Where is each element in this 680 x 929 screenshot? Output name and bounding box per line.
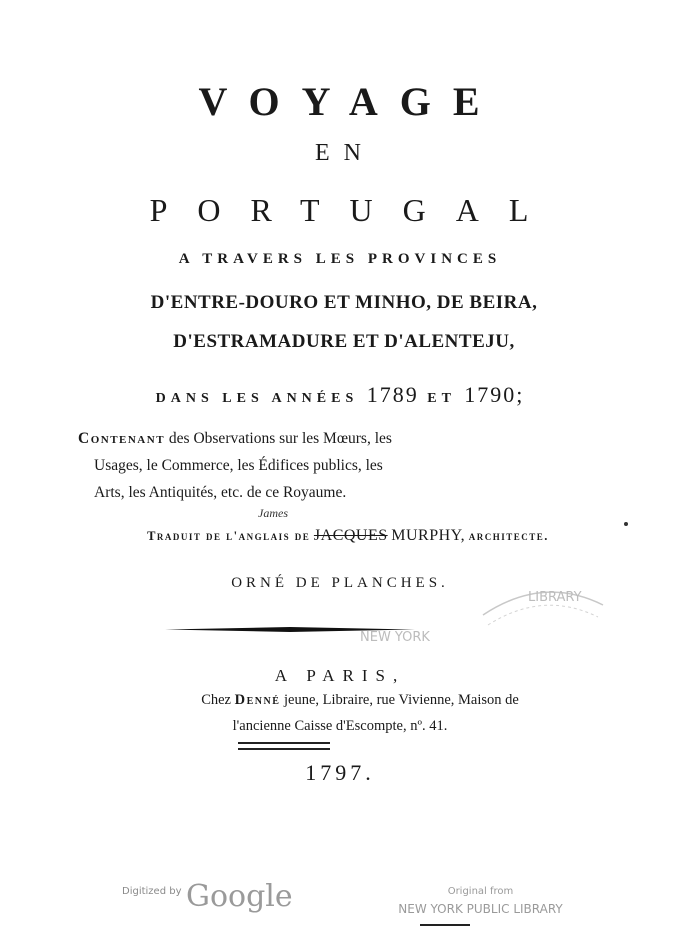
annees-et: ET (427, 391, 456, 406)
bottom-edge-mark (420, 924, 470, 926)
imprint-line1 (0, 692, 680, 709)
contents-line1 (78, 425, 618, 452)
digitized-by-label: Digitized by (122, 886, 182, 897)
imprint-line1-rest: jeune, Libraire, rue Vivienne, Maison de (280, 692, 519, 708)
subtitle-provinces-line1: D'ENTRE-DOURO ET MINHO, DE BEIRA, (150, 292, 538, 313)
title-voyage: VOYAGE (198, 79, 502, 124)
translator-line (0, 527, 680, 545)
contents-paragraph (78, 425, 618, 506)
imprint-line2: l'ancienne Caisse d'Escompte, nº. 41. (232, 718, 448, 734)
publication-year: 1797. (305, 760, 375, 785)
contents-line2: Usages, le Commerce, les Édifices publics, les (94, 457, 383, 474)
stamp-text-newyork: NEW YORK (360, 630, 430, 645)
subtitle-travers: A TRAVERS LES PROVINCES (178, 251, 502, 267)
translator-struck-name: JACQUES (313, 527, 388, 544)
contents-line1-rest: des Observations sur les Mœurs, les (165, 430, 392, 447)
translator-prefix: Traduit de l'anglais de (147, 529, 311, 543)
imprint-chez: Chez (201, 692, 231, 708)
original-from-label: Original from (447, 886, 514, 897)
ink-spot (624, 522, 628, 526)
translator-suffix: architecte. (468, 529, 549, 543)
stamp-text-library: LIBRARY (528, 590, 582, 605)
orne-de-planches: ORNÉ DE PLANCHES. (231, 575, 449, 591)
imprint-city: A PARIS, (274, 666, 406, 685)
library-name-label: NEW YORK PUBLIC LIBRARY (398, 902, 563, 916)
title-portugal: PORTUGAL (149, 192, 559, 228)
translator-surname: MURPHY, (391, 527, 466, 544)
contents-line3: Arts, les Antiquités, etc. de ce Royaume. (94, 484, 347, 501)
title-en: EN (315, 140, 375, 166)
imprint-publisher: Denné (234, 692, 281, 708)
double-rule (238, 742, 330, 750)
year-1789: 1789 (366, 382, 419, 407)
contents-lead: Contenant (78, 430, 166, 447)
subtitle-provinces-line2: D'ESTRAMADURE ET D'ALENTEJU, (173, 331, 515, 352)
annees-prefix: DANS LES ANNÉES (155, 391, 359, 406)
library-stamp-icon (478, 575, 608, 645)
year-1790: 1790; (464, 382, 525, 407)
handwritten-annotation: James (258, 506, 288, 520)
subtitle-annees (0, 382, 680, 408)
google-logo: Google (186, 879, 293, 914)
